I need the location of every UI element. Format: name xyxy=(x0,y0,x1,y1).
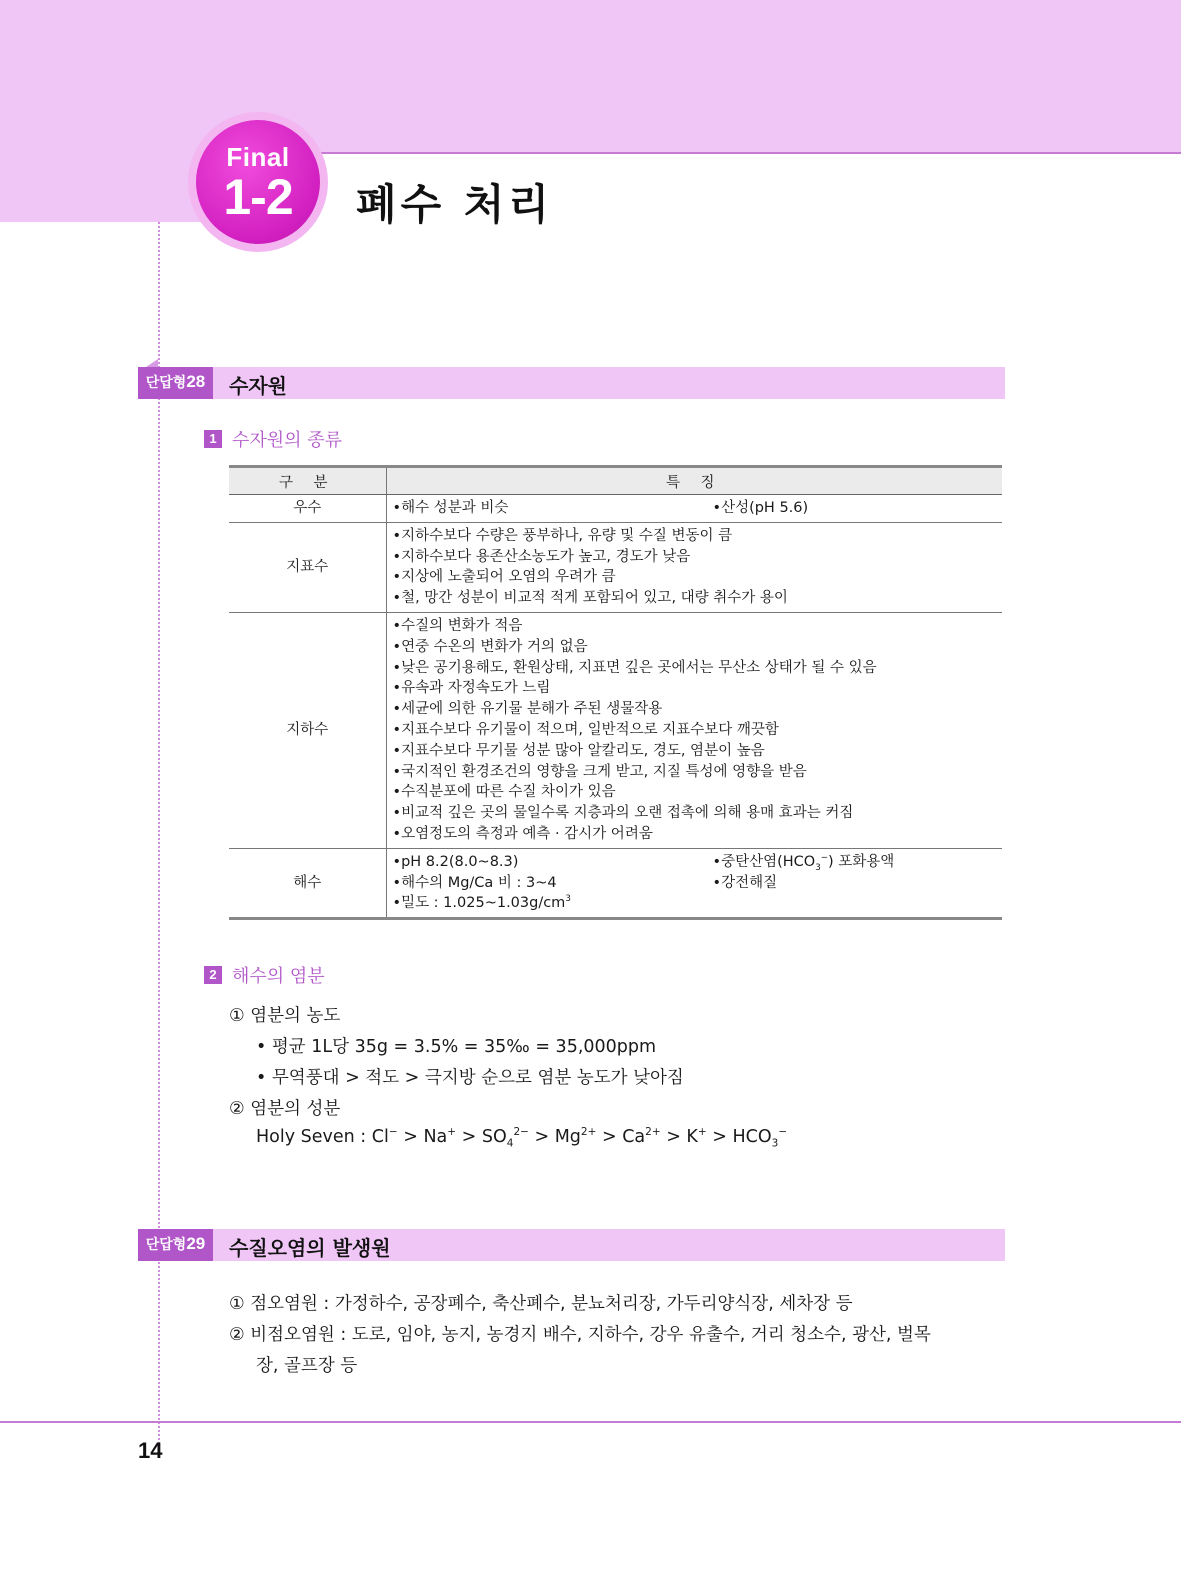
badge-chapter-number: 1-2 xyxy=(223,169,293,225)
section-28-tag xyxy=(138,367,213,399)
section-title-bar xyxy=(213,367,1005,399)
feature-item: • 오염정도의 측정과 예측 · 감시가 어려움 xyxy=(393,824,1003,845)
page-number: 14 xyxy=(138,1438,163,1463)
nonpoint-source-line: ② 비점오염원 : 도로, 임야, 농지, 농경지 배수, 지하수, 강우 유출수, 거리 청소수, 광산, 벌목 xyxy=(229,1325,931,1345)
feature-item: • 세균에 의한 유기물 분해가 주된 생물작용 xyxy=(393,699,1003,720)
section-tag-label: 단답형 xyxy=(145,1237,187,1253)
feature-item: • 비교적 깊은 곳의 물일수록 지층과의 오랜 접촉에 의해 용매 효과는 커짐 xyxy=(393,803,1003,824)
water-source-table xyxy=(229,465,1002,920)
badge-final-label: Final xyxy=(226,142,290,172)
row-features xyxy=(386,522,1002,612)
section-29-header xyxy=(138,1229,1005,1261)
subsection-number: 1 xyxy=(204,430,222,448)
footer-rule xyxy=(0,1421,1181,1423)
holy-seven-sequence: Holy Seven : $Cl^- > Na^+ > SO_4^{2-} > Mg^{2+} > Ca^{2+} > K^+ > HCO_3^-$ xyxy=(256,1126,788,1150)
feature-item: • 연중 수온의 변화가 거의 없음 xyxy=(393,637,1003,658)
table-row xyxy=(229,848,1002,918)
table-row xyxy=(229,495,1002,523)
table-header-features: 특 징 xyxy=(386,467,1002,495)
subsection-title: 해수의 염분 xyxy=(232,966,325,987)
row-category: 지표수 xyxy=(229,522,386,612)
nonpoint-source-line-cont: 장, 골프장 등 xyxy=(256,1356,358,1376)
feature-item: • 철, 망간 성분이 비교적 적게 포함되어 있고, 대량 취수가 용이 xyxy=(393,588,1003,609)
feature-item: • 지하수보다 수량은 풍부하나, 유량 및 수질 변동이 큼 xyxy=(393,526,1003,547)
subsection-title: 수자원의 종류 xyxy=(232,430,343,451)
table-header-category: 구 분 xyxy=(229,467,386,495)
feature-item: • 해수의 Mg/Ca 비 : 3~4 xyxy=(393,873,713,894)
feature-item: • 지표수보다 유기물이 적으며, 일반적으로 지표수보다 깨끗함 xyxy=(393,720,1003,741)
feature-item: • 수질의 변화가 적음 xyxy=(393,616,1003,637)
feature-item: • 해수 성분과 비슷 xyxy=(393,498,713,519)
row-category: 지하수 xyxy=(229,612,386,848)
row-features xyxy=(386,495,1002,523)
section-29-title: 수질오염의 발생원 xyxy=(229,1236,391,1260)
feature-item: • 수직분포에 따른 수질 차이가 있음 xyxy=(393,782,1003,803)
feature-item: • 산성(pH 5.6) xyxy=(713,498,1003,519)
feature-item: • 낮은 공기용해도, 환원상태, 지표면 깊은 곳에서는 무산소 상태가 될 수 있음 xyxy=(393,658,1003,679)
section-tag-number: 28 xyxy=(186,372,206,391)
salt-item-2: ② 염분의 성분 xyxy=(229,1099,341,1119)
feature-item: • 유속과 자정속도가 느림 xyxy=(393,678,1003,699)
row-features xyxy=(386,612,1002,848)
feature-item: • 국지적인 환경조건의 영향을 크게 받고, 지질 특성에 영향을 받음 xyxy=(393,762,1003,783)
section-tag-corner xyxy=(146,359,158,367)
feature-item: • 지하수보다 용존산소농도가 높고, 경도가 낮음 xyxy=(393,547,1003,568)
row-category: 우수 xyxy=(229,495,386,523)
subsection-number: 2 xyxy=(204,966,222,984)
salt-item-1: ① 염분의 농도 xyxy=(229,1006,341,1026)
feature-item: • 중탄산염$(HCO_3^-)$ 포화용액 xyxy=(713,852,1003,873)
feature-item: • 지표수보다 무기물 성분 많아 알칼리도, 경도, 염분이 높음 xyxy=(393,741,1003,762)
table-row xyxy=(229,612,1002,848)
section-29-tag xyxy=(138,1229,213,1261)
feature-item: • 지상에 노출되어 오염의 우려가 큼 xyxy=(393,567,1003,588)
section-28-title: 수자원 xyxy=(229,374,287,398)
feature-item: • pH 8.2(8.0~8.3) xyxy=(393,852,713,873)
feature-item: • 밀도 : $1.025\sim 1.03g/cm^3$ xyxy=(393,893,1003,914)
table-header-row xyxy=(229,467,1002,495)
salt-bullet-1: • 평균 1L당 35g = 3.5% = 35‰ = 35,000ppm xyxy=(256,1037,657,1057)
table-row xyxy=(229,522,1002,612)
point-source-line: ① 점오염원 : 가정하수, 공장폐수, 축산폐수, 분뇨처리장, 가두리양식장, 세차장 등 xyxy=(229,1294,853,1314)
section-tag-number: 29 xyxy=(186,1234,206,1253)
chapter-badge xyxy=(196,120,320,244)
feature-item: • 강전해질 xyxy=(713,873,1003,894)
chapter-title: 폐수 처리 xyxy=(356,180,553,229)
salt-bullet-2: • 무역풍대 > 적도 > 극지방 순으로 염분 농도가 낮아짐 xyxy=(256,1068,684,1088)
section-tag-label: 단답형 xyxy=(145,375,187,391)
row-features xyxy=(386,848,1002,918)
row-category: 해수 xyxy=(229,848,386,918)
section-28-header xyxy=(138,367,1005,399)
